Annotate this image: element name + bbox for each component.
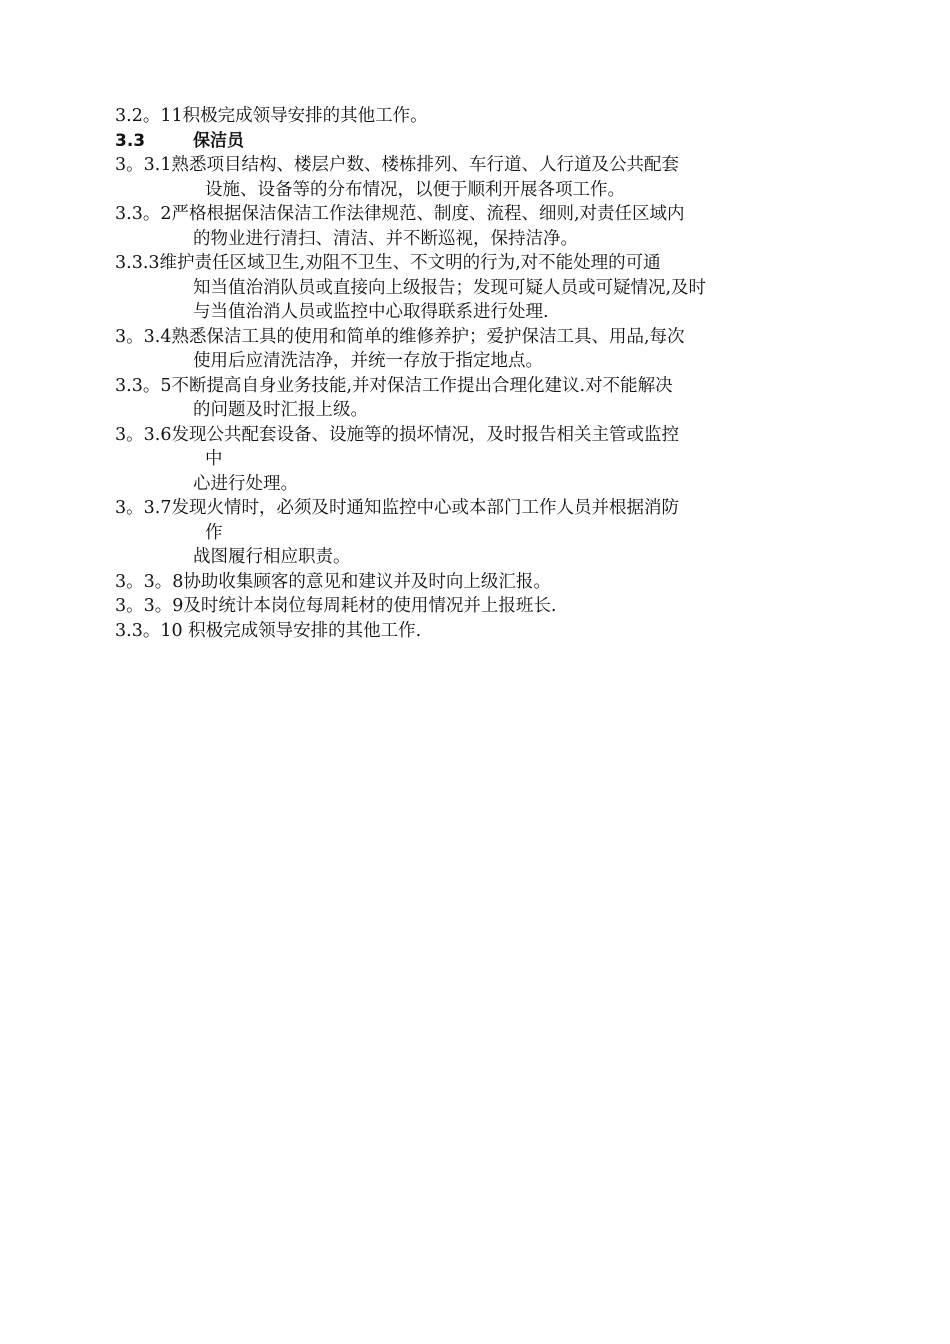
paragraph-line: 的问题及时汇报上级。 [193, 400, 368, 420]
paragraph-line: 作 [205, 522, 223, 543]
paragraph-line: 与当值治消人员或监控中心取得联系进行处理. [193, 302, 549, 322]
paragraph-line: 3.3。10 积极完成领导安排的其他工作. [115, 620, 422, 641]
paragraph-line: 3。3.6发现公共配套设备、设施等的损坏情况，及时报告相关主管或监控 [115, 424, 679, 445]
paragraph-line: 中 [205, 449, 223, 469]
paragraph-3-3-5 [115, 374, 860, 423]
paragraph-3-3-1 [115, 153, 860, 202]
paragraph-line: 3。3.4熟悉保洁工具的使用和简单的维修养护；爱护保洁工具、用品,每次 [115, 326, 685, 347]
section-title: 保洁员 [193, 130, 244, 151]
paragraph-line: 使用后应清洗洁净，并统一存放于指定地点。 [193, 351, 543, 371]
paragraph-line: 3.3。2严格根据保洁保洁工作法律规范、制度、流程、细则,对责任区域内 [115, 204, 685, 224]
paragraph-line: 3。3。9及时统计本岗位每周耗材的使用情况并上报班长. [115, 596, 557, 616]
paragraph-3-2-11 [115, 104, 860, 129]
paragraph-3-3-4 [115, 325, 860, 374]
paragraph-line: 3.3.3维护责任区域卫生,劝阻不卫生、不文明的行为,对不能处理的可通 [115, 253, 661, 273]
paragraph-line: 知当值治消队员或直接向上级报告；发现可疑人员或可疑情况,及时 [193, 277, 707, 298]
paragraph-3-3-6 [115, 423, 860, 497]
paragraph-3-3-8 [115, 570, 860, 595]
paragraph-line: 3.2。11积极完成领导安排的其他工作。 [115, 106, 428, 126]
document-body [115, 104, 860, 643]
paragraph-3-3-9 [115, 594, 860, 619]
paragraph-line: 战图履行相应职责。 [193, 547, 351, 567]
paragraph-line: 心进行处理。 [193, 473, 298, 494]
paragraph-3-3-7 [115, 496, 860, 570]
section-heading [115, 129, 860, 154]
paragraph-3-3-10 [115, 619, 860, 644]
paragraph-3-3-3 [115, 251, 860, 325]
paragraph-line: 3。3.1熟悉项目结构、楼层户数、楼栋排列、车行道、人行道及公共配套 [115, 155, 679, 175]
section-number: 3.3 [115, 130, 146, 151]
paragraph-line: 3。3.7发现火情时，必须及时通知监控中心或本部门工作人员并根据消防 [115, 498, 679, 518]
paragraph-line: 设施、设备等的分布情况，以便于顺利开展各项工作。 [205, 179, 625, 200]
paragraph-line: 3.3。5不断提高自身业务技能,并对保洁工作提出合理化建议.对不能解决 [115, 375, 673, 396]
paragraph-line: 3。3。8协助收集顾客的意见和建议并及时向上级汇报。 [115, 571, 551, 592]
paragraph-line: 的物业进行清扫、清洁、并不断巡视，保持洁净。 [193, 228, 578, 249]
paragraph-3-3-2 [115, 202, 860, 251]
